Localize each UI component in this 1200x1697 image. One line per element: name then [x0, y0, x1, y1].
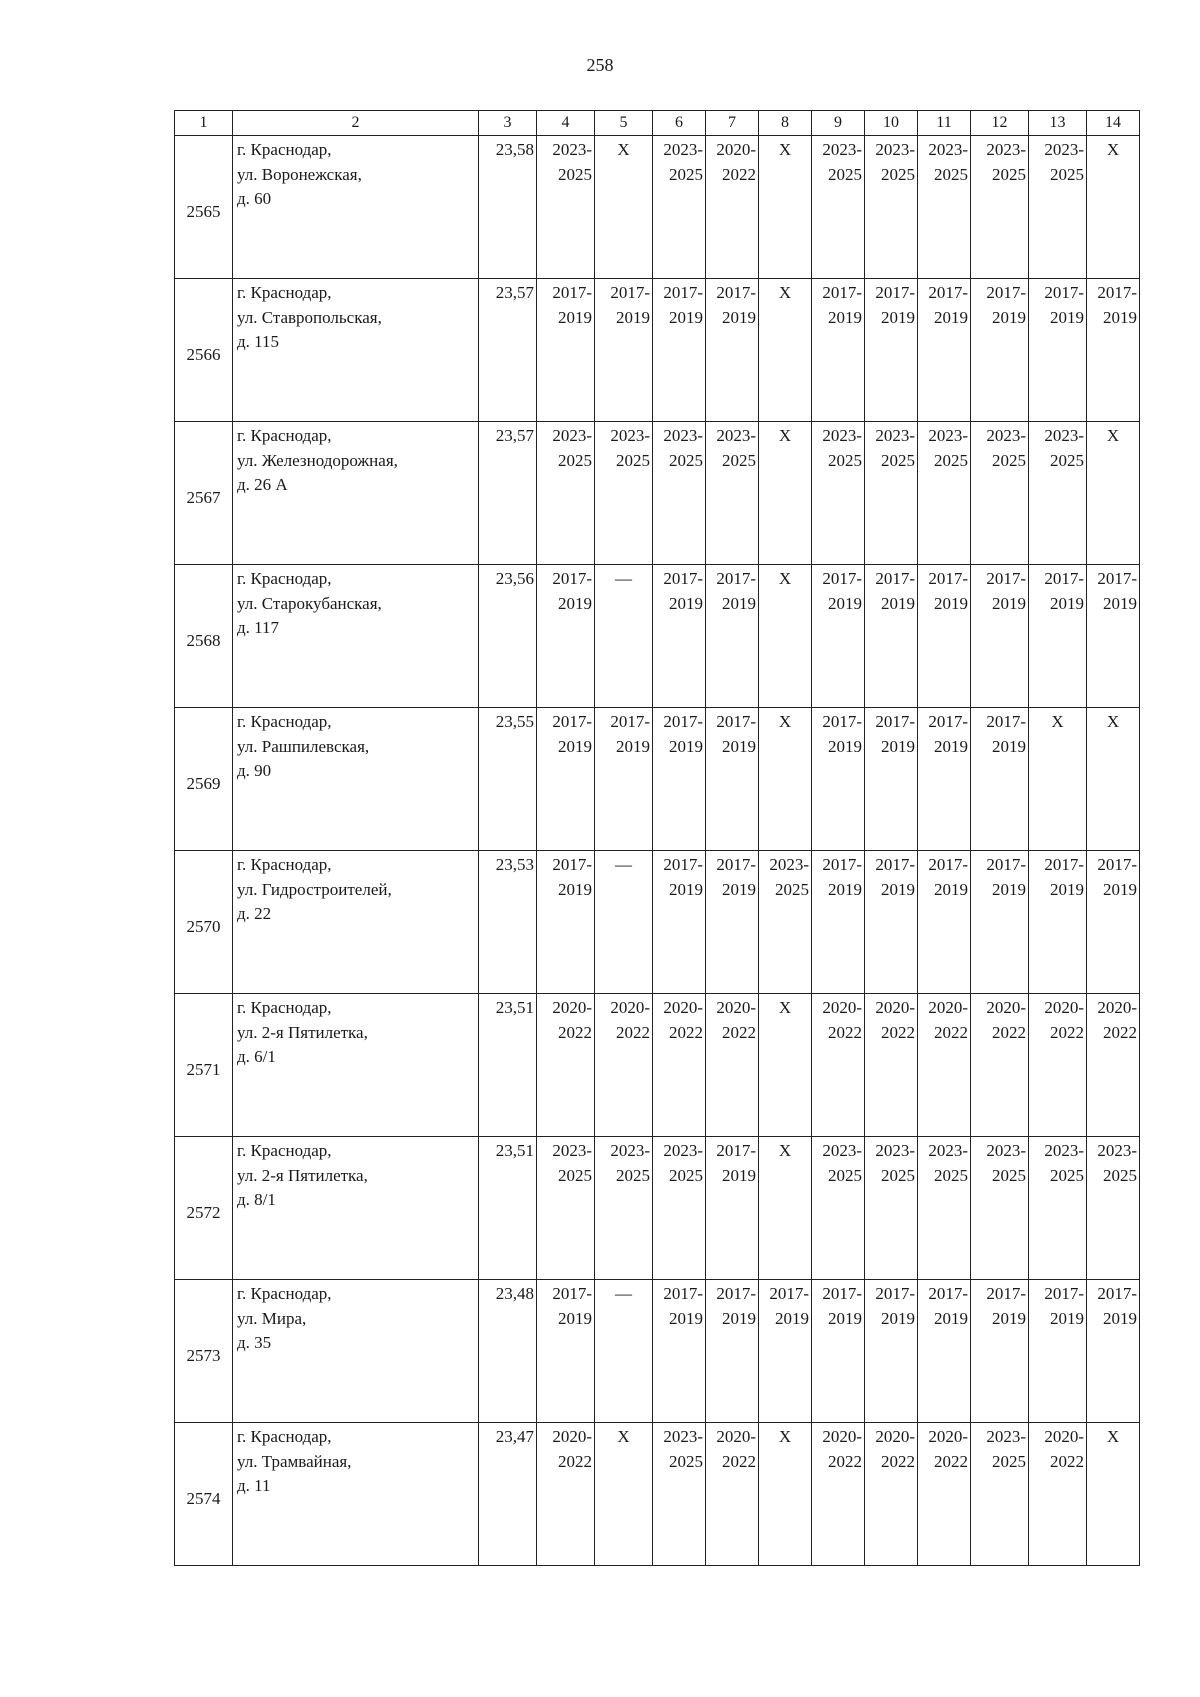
period-cell: 2023- 2025 — [971, 136, 1029, 279]
period-cell: Х — [759, 1137, 812, 1280]
address-line: ул. Мира, — [237, 1308, 307, 1328]
period-cell: 2023- 2025 — [537, 1137, 595, 1280]
period-cell: 2017- 2019 — [1087, 279, 1140, 422]
period-cell: 2017- 2019 — [537, 708, 595, 851]
period-cell: 2017- 2019 — [653, 565, 706, 708]
period-cell: 2017- 2019 — [595, 279, 653, 422]
period-cell: 2017- 2019 — [1029, 851, 1087, 994]
period-cell: 2017- 2019 — [918, 565, 971, 708]
period-cell: 2017- 2019 — [1029, 565, 1087, 708]
period-cell: 2020- 2022 — [537, 994, 595, 1137]
period-cell: 2017- 2019 — [918, 851, 971, 994]
period-cell: 2023- 2025 — [537, 136, 595, 279]
address-cell — [233, 1423, 479, 1566]
period-cell: 2017- 2019 — [865, 1280, 918, 1423]
period-cell: 2017- 2019 — [1087, 851, 1140, 994]
period-cell: 2020- 2022 — [706, 1423, 759, 1566]
address-line: г. Краснодар, — [237, 140, 332, 159]
address-cell — [233, 851, 479, 994]
row-number: 2566 — [175, 279, 233, 422]
period-cell: 2023- 2025 — [1029, 1137, 1087, 1280]
area-cell: 23,57 — [479, 422, 537, 565]
table-row — [175, 1423, 1140, 1566]
period-cell: 2020- 2022 — [537, 1423, 595, 1566]
period-cell: 2017- 2019 — [918, 1280, 971, 1423]
column-header: 3 — [479, 111, 537, 136]
registry-table — [174, 110, 1140, 1566]
period-cell: Х — [759, 708, 812, 851]
period-cell: 2023- 2025 — [1029, 422, 1087, 565]
period-cell: 2020- 2022 — [1029, 994, 1087, 1137]
column-header: 14 — [1087, 111, 1140, 136]
address-line: г. Краснодар, — [237, 1427, 332, 1446]
period-cell: 2017- 2019 — [971, 1280, 1029, 1423]
period-cell: 2020- 2022 — [706, 994, 759, 1137]
period-cell: 2017- 2019 — [595, 708, 653, 851]
table-row — [175, 994, 1140, 1137]
period-cell: Х — [595, 1423, 653, 1566]
period-cell: Х — [1087, 1423, 1140, 1566]
table-row — [175, 1137, 1140, 1280]
period-cell: 2017- 2019 — [1087, 565, 1140, 708]
period-cell: 2023- 2025 — [759, 851, 812, 994]
period-cell: 2020- 2022 — [1087, 994, 1140, 1137]
period-cell: 2017- 2019 — [971, 708, 1029, 851]
period-cell: Х — [595, 136, 653, 279]
address-line: ул. Рашпилевская, — [237, 736, 370, 756]
area-cell: 23,56 — [479, 565, 537, 708]
address-line: ул. Старокубанская, — [237, 593, 382, 613]
period-cell: 2023- 2025 — [918, 136, 971, 279]
row-number: 2572 — [175, 1137, 233, 1280]
address-line: ул. Воронежская, — [237, 164, 362, 184]
period-cell: — — [595, 565, 653, 708]
period-cell: 2023- 2025 — [653, 136, 706, 279]
row-number: 2574 — [175, 1423, 233, 1566]
table-row — [175, 1280, 1140, 1423]
address-line: г. Краснодар, — [237, 283, 332, 302]
period-cell: Х — [759, 565, 812, 708]
period-cell: 2017- 2019 — [653, 279, 706, 422]
row-number: 2565 — [175, 136, 233, 279]
column-header: 2 — [233, 111, 479, 136]
period-cell: 2023- 2025 — [1087, 1137, 1140, 1280]
area-cell: 23,55 — [479, 708, 537, 851]
address-cell — [233, 136, 479, 279]
address-line: г. Краснодар, — [237, 712, 332, 731]
period-cell: 2017- 2019 — [812, 1280, 865, 1423]
period-cell: 2017- 2019 — [706, 1280, 759, 1423]
period-cell: 2023- 2025 — [865, 136, 918, 279]
area-cell: 23,58 — [479, 136, 537, 279]
address-line: ул. 2-я Пятилетка, — [237, 1022, 368, 1042]
period-cell: Х — [759, 994, 812, 1137]
period-cell: 2020- 2022 — [706, 136, 759, 279]
column-header: 10 — [865, 111, 918, 136]
period-cell: 2017- 2019 — [918, 279, 971, 422]
period-cell: 2017- 2019 — [812, 851, 865, 994]
table-row — [175, 851, 1140, 994]
period-cell: 2017- 2019 — [706, 1137, 759, 1280]
period-cell: 2017- 2019 — [812, 279, 865, 422]
period-cell: 2017- 2019 — [865, 565, 918, 708]
row-number: 2573 — [175, 1280, 233, 1423]
period-cell: 2017- 2019 — [537, 565, 595, 708]
period-cell: 2017- 2019 — [653, 708, 706, 851]
address-line: ул. Трамвайная, — [237, 1451, 352, 1471]
address-line: ул. 2-я Пятилетка, — [237, 1165, 368, 1185]
period-cell: 2020- 2022 — [812, 994, 865, 1137]
table-row — [175, 708, 1140, 851]
period-cell: 2023- 2025 — [1029, 136, 1087, 279]
address-cell — [233, 1137, 479, 1280]
period-cell: 2023- 2025 — [865, 1137, 918, 1280]
period-cell: 2017- 2019 — [706, 565, 759, 708]
address-line: г. Краснодар, — [237, 1141, 332, 1160]
period-cell: 2023- 2025 — [653, 1423, 706, 1566]
period-cell: 2020- 2022 — [971, 994, 1029, 1137]
table-row — [175, 279, 1140, 422]
period-cell: 2023- 2025 — [918, 422, 971, 565]
address-line: д. 8/1 — [237, 1190, 276, 1209]
period-cell: Х — [759, 1423, 812, 1566]
address-line: ул. Ставропольская, — [237, 307, 382, 327]
address-line: д. 6/1 — [237, 1047, 276, 1066]
period-cell: 2023- 2025 — [918, 1137, 971, 1280]
period-cell: 2017- 2019 — [971, 565, 1029, 708]
period-cell: 2017- 2019 — [1029, 279, 1087, 422]
period-cell: 2023- 2025 — [865, 422, 918, 565]
period-cell: 2017- 2019 — [706, 708, 759, 851]
table-row — [175, 136, 1140, 279]
address-line: д. 117 — [237, 618, 280, 637]
period-cell: 2023- 2025 — [653, 422, 706, 565]
period-cell: 2017- 2019 — [759, 1280, 812, 1423]
address-line: д. 22 — [237, 904, 272, 923]
address-line: д. 26 А — [237, 475, 288, 494]
area-cell: 23,51 — [479, 1137, 537, 1280]
row-number: 2569 — [175, 708, 233, 851]
area-cell: 23,47 — [479, 1423, 537, 1566]
period-cell: 2023- 2025 — [971, 1423, 1029, 1566]
header-row — [175, 111, 1140, 136]
address-line: г. Краснодар, — [237, 1284, 332, 1303]
table-row — [175, 422, 1140, 565]
period-cell: 2017- 2019 — [971, 279, 1029, 422]
period-cell: 2020- 2022 — [1029, 1423, 1087, 1566]
table-row — [175, 565, 1140, 708]
address-line: д. 11 — [237, 1476, 271, 1495]
row-number: 2571 — [175, 994, 233, 1137]
column-header: 7 — [706, 111, 759, 136]
period-cell: 2017- 2019 — [537, 1280, 595, 1423]
period-cell: 2020- 2022 — [865, 994, 918, 1137]
address-line: г. Краснодар, — [237, 569, 332, 588]
period-cell: 2023- 2025 — [812, 422, 865, 565]
area-cell: 23,48 — [479, 1280, 537, 1423]
period-cell: Х — [759, 136, 812, 279]
address-cell — [233, 422, 479, 565]
period-cell: 2017- 2019 — [865, 708, 918, 851]
period-cell: 2020- 2022 — [595, 994, 653, 1137]
period-cell: 2023- 2025 — [812, 1137, 865, 1280]
period-cell: Х — [1087, 136, 1140, 279]
period-cell: 2017- 2019 — [537, 279, 595, 422]
period-cell: 2017- 2019 — [812, 565, 865, 708]
period-cell: 2017- 2019 — [971, 851, 1029, 994]
column-header: 8 — [759, 111, 812, 136]
period-cell: 2020- 2022 — [918, 994, 971, 1137]
address-line: ул. Гидростроителей, — [237, 879, 392, 899]
period-cell: — — [595, 1280, 653, 1423]
period-cell: 2017- 2019 — [865, 851, 918, 994]
period-cell: 2023- 2025 — [971, 1137, 1029, 1280]
period-cell: 2020- 2022 — [653, 994, 706, 1137]
address-cell — [233, 565, 479, 708]
address-line: д. 60 — [237, 189, 272, 208]
column-header: 12 — [971, 111, 1029, 136]
address-cell — [233, 994, 479, 1137]
period-cell: 2023- 2025 — [653, 1137, 706, 1280]
period-cell: 2017- 2019 — [1029, 1280, 1087, 1423]
period-cell: 2017- 2019 — [918, 708, 971, 851]
table-header — [175, 111, 1140, 136]
period-cell: Х — [1087, 708, 1140, 851]
address-cell — [233, 708, 479, 851]
period-cell: 2017- 2019 — [812, 708, 865, 851]
column-header: 9 — [812, 111, 865, 136]
period-cell: 2023- 2025 — [812, 136, 865, 279]
period-cell: 2020- 2022 — [918, 1423, 971, 1566]
period-cell: 2017- 2019 — [537, 851, 595, 994]
area-cell: 23,51 — [479, 994, 537, 1137]
address-line: д. 115 — [237, 332, 280, 351]
period-cell: 2023- 2025 — [595, 422, 653, 565]
row-number: 2567 — [175, 422, 233, 565]
column-header: 11 — [918, 111, 971, 136]
row-number: 2568 — [175, 565, 233, 708]
address-cell — [233, 1280, 479, 1423]
period-cell: 2017- 2019 — [865, 279, 918, 422]
column-header: 5 — [595, 111, 653, 136]
period-cell: Х — [1087, 422, 1140, 565]
period-cell: 2017- 2019 — [706, 279, 759, 422]
area-cell: 23,57 — [479, 279, 537, 422]
column-header: 4 — [537, 111, 595, 136]
address-line: д. 35 — [237, 1333, 272, 1352]
period-cell: Х — [759, 279, 812, 422]
column-header: 13 — [1029, 111, 1087, 136]
period-cell: 2023- 2025 — [595, 1137, 653, 1280]
period-cell: Х — [759, 422, 812, 565]
period-cell: 2020- 2022 — [865, 1423, 918, 1566]
address-line: ул. Железнодорожная, — [237, 450, 398, 470]
row-number: 2570 — [175, 851, 233, 994]
address-line: д. 90 — [237, 761, 272, 780]
period-cell: 2017- 2019 — [706, 851, 759, 994]
period-cell: 2023- 2025 — [537, 422, 595, 565]
column-header: 6 — [653, 111, 706, 136]
period-cell: Х — [1029, 708, 1087, 851]
address-line: г. Краснодар, — [237, 998, 332, 1017]
period-cell: 2023- 2025 — [706, 422, 759, 565]
period-cell: 2017- 2019 — [1087, 1280, 1140, 1423]
address-line: г. Краснодар, — [237, 855, 332, 874]
area-cell: 23,53 — [479, 851, 537, 994]
column-header: 1 — [175, 111, 233, 136]
period-cell: — — [595, 851, 653, 994]
period-cell: 2017- 2019 — [653, 851, 706, 994]
period-cell: 2017- 2019 — [653, 1280, 706, 1423]
table-body — [175, 136, 1140, 1566]
address-cell — [233, 279, 479, 422]
period-cell: 2020- 2022 — [812, 1423, 865, 1566]
page-number: 258 — [586, 55, 614, 75]
period-cell: 2023- 2025 — [971, 422, 1029, 565]
address-line: г. Краснодар, — [237, 426, 332, 445]
